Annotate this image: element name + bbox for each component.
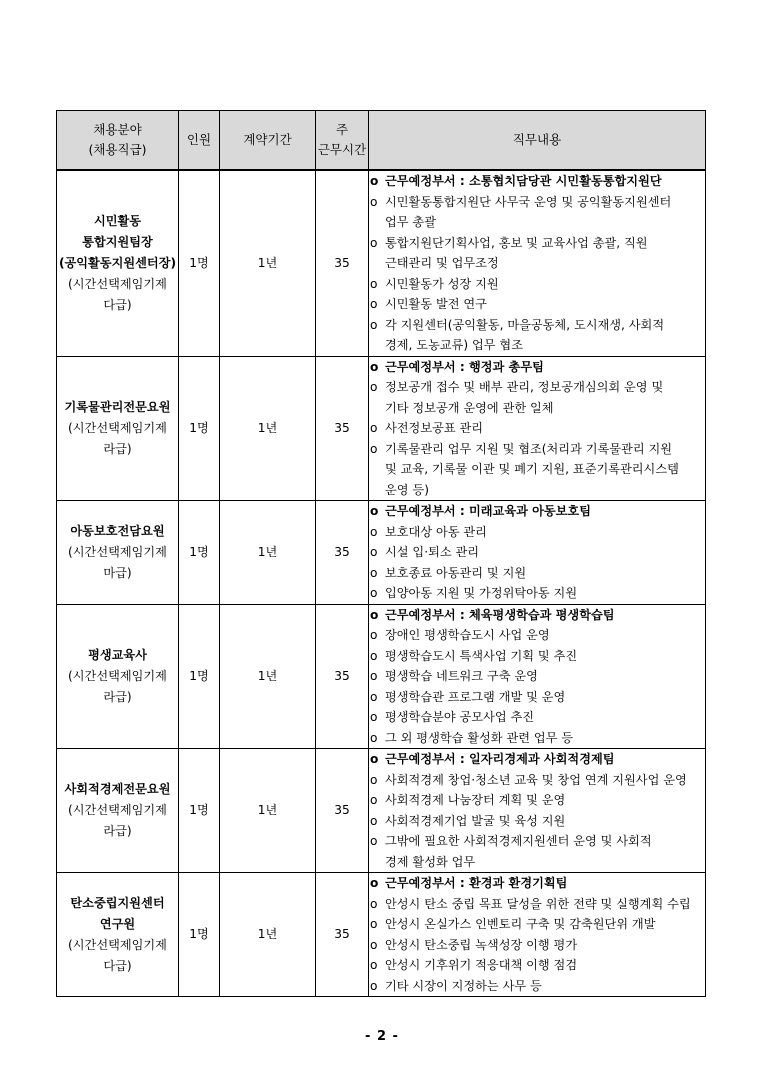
duty-item: [369, 811, 705, 832]
hours-cell: 35: [316, 356, 369, 501]
job-grade: (시간선택제임기제: [68, 276, 167, 291]
duty-item: [369, 439, 705, 501]
duties-cell: [369, 356, 706, 501]
page-number: - 2 -: [365, 1029, 399, 1044]
duty-item: [369, 707, 705, 728]
job-grade: (시간선택제임기제: [68, 544, 167, 559]
duty-item: [369, 770, 705, 791]
job-grade: 라급): [103, 824, 132, 838]
job-title: 사회적경제전문요원: [64, 782, 171, 796]
hours-cell: 35: [316, 873, 369, 997]
duty-text: 경제, 도농교류) 업무 협조: [385, 338, 523, 352]
duty-item: [369, 790, 705, 811]
duty-text: o 통합지원단기획사업, 홍보 및 교육사업 총괄, 직원: [385, 235, 648, 250]
job-title: (공익활동지원센터장): [58, 255, 177, 270]
duty-text: o 시민활동통합지원단 사무국 운영 및 공익활동지원센터: [385, 194, 672, 209]
duty-item: [369, 522, 705, 543]
duty-text: o 시민활동 발전 연구: [385, 297, 487, 311]
duty-text: o 안성시 온실가스 인벤토리 구축 및 감축원단위 개발: [385, 917, 656, 931]
job-grade: 다급): [103, 297, 132, 312]
job-title: 평생교육사: [88, 647, 147, 662]
period-cell: 1년: [220, 170, 316, 356]
field-cell: [57, 501, 179, 605]
field-cell: [57, 170, 179, 356]
header-field: [57, 111, 179, 171]
duty-text: o 그밖에 필요한 사회적경제지원센터 운영 및 사회적: [385, 834, 652, 848]
duty-item: [369, 274, 705, 295]
duty-text: o 사회적경제 나눔장터 계획 및 운영: [385, 793, 566, 807]
duty-text: 및 교육, 기록물 이관 및 폐기 지원, 표준기록관리시스템: [385, 462, 679, 476]
duty-text: o 보호종료 아동관리 및 지원: [385, 565, 527, 580]
duty-item: [369, 831, 705, 872]
duty-text: 운영 등): [385, 482, 429, 497]
hours-cell: 35: [316, 749, 369, 873]
duties-cell: [369, 604, 706, 749]
period-cell: 1년: [220, 356, 316, 501]
job-grade: (시간선택제임기제: [68, 937, 167, 952]
duties-cell: [369, 170, 706, 356]
header-hours-line: 주: [335, 122, 349, 137]
duty-item: [369, 377, 705, 418]
job-grade: (시간선택제임기제: [68, 420, 167, 435]
field-cell: [57, 604, 179, 749]
header-count: 인원: [179, 111, 220, 171]
duties-cell: [369, 873, 706, 997]
duty-text: o 시민활동가 성장 지원: [385, 276, 499, 291]
duty-text: o 평생학습도시 특색사업 기획 및 추진: [385, 648, 578, 663]
count-cell: 1명: [179, 749, 220, 873]
dept-line: o 근무예정부서 : 환경과 환경기획팀: [369, 873, 705, 894]
duty-text: o 평생학습 네트워크 구축 운영: [385, 669, 538, 683]
period-cell: 1년: [220, 873, 316, 997]
duty-text: o 입양아동 지원 및 가정위탁아동 지원: [385, 586, 578, 600]
duty-text: o 사전정보공표 관리: [385, 421, 484, 435]
job-grade: 라급): [103, 689, 132, 704]
job-title: 연구원: [99, 916, 136, 931]
duty-item: [369, 976, 705, 997]
hours-cell: 35: [316, 501, 369, 605]
count-cell: 1명: [179, 604, 220, 749]
duty-item: [369, 646, 705, 667]
field-cell: [57, 873, 179, 997]
duty-item: [369, 418, 705, 439]
duty-text: 경제 활성화 업무: [385, 854, 476, 869]
duty-text: o 장애인 평생학습도시 사업 운영: [385, 628, 550, 642]
job-grade: 라급): [103, 441, 132, 456]
job-title: 아동보호전담요원: [70, 523, 165, 538]
count-cell: 1명: [179, 501, 220, 605]
duty-text: o 평생학습관 프로그램 개발 및 운영: [385, 689, 566, 704]
job-rows: [57, 170, 706, 997]
duty-item: [369, 192, 705, 233]
duty-item: [369, 687, 705, 708]
hours-cell: 35: [316, 170, 369, 356]
duty-text: o 보호대상 아동 관리: [385, 524, 487, 539]
field-cell: [57, 356, 179, 501]
duty-text: o 시설 입·퇴소 관리: [385, 545, 480, 559]
duty-item: [369, 728, 705, 749]
duty-item: [369, 542, 705, 563]
duty-text: o 안성시 탄소 중립 목표 달성을 위한 전략 및 실행계획 수립: [385, 896, 691, 911]
duty-item: [369, 955, 705, 976]
header-row: [57, 111, 706, 171]
table-row: [57, 873, 706, 997]
duty-text: o 사회적경제기업 발굴 및 육성 지원: [385, 813, 566, 828]
header-field-line: (채용직급): [88, 142, 147, 157]
job-title: 탄소중립지원센터: [70, 895, 165, 910]
dept-line: o 근무예정부서 : 소통협치담당관 시민활동통합지원단: [369, 171, 705, 192]
duty-item: [369, 233, 705, 274]
duty-item: [369, 294, 705, 315]
period-cell: 1년: [220, 501, 316, 605]
duty-text: o 기록물관리 업무 지원 및 협조(처리과 기록물관리 지원: [385, 441, 673, 456]
job-table: [56, 110, 706, 997]
count-cell: 1명: [179, 356, 220, 501]
dept-line: o 근무예정부서 : 일자리경제과 사회적경제팀: [369, 749, 705, 770]
count-cell: 1명: [179, 170, 220, 356]
duty-text: o 사회적경제 창업·청소년 교육 및 창업 연계 지원사업 운영: [385, 772, 687, 787]
header-duties: 직무내용: [369, 111, 706, 171]
duty-item: [369, 315, 705, 356]
duties-cell: [369, 749, 706, 873]
period-cell: 1년: [220, 749, 316, 873]
duty-item: [369, 625, 705, 646]
job-grade: (시간선택제임기제: [68, 803, 167, 817]
table-row: [57, 604, 706, 749]
header-field-line: 채용분야: [93, 122, 142, 137]
table-row: [57, 501, 706, 605]
table-row: [57, 749, 706, 873]
dept-line: o 근무예정부서 : 체육평생학습과 평생학습팀: [369, 605, 705, 626]
period-cell: 1년: [220, 604, 316, 749]
duty-item: [369, 935, 705, 956]
duty-text: o 각 지원센터(공익활동, 마을공동체, 도시재생, 사회적: [385, 317, 665, 332]
header-hours-line: 근무시간: [317, 142, 367, 157]
duties-cell: [369, 501, 706, 605]
job-grade: 마급): [103, 565, 132, 580]
duty-text: 기타 정보공개 운영에 관한 일체: [385, 400, 554, 415]
header-period: 계약기간: [220, 111, 316, 171]
duty-item: [369, 894, 705, 915]
duty-text: o 기타 시장이 지정하는 사무 등: [385, 978, 542, 993]
duty-text: o 안성시 기후위기 적응대책 이행 점검: [385, 958, 578, 972]
duty-text: o 정보공개 접수 및 배부 관리, 정보공개심의회 운영 및: [385, 380, 664, 394]
job-title: 기록물관리전문요원: [64, 399, 171, 414]
field-cell: [57, 749, 179, 873]
count-cell: 1명: [179, 873, 220, 997]
duty-text: o 평생학습분야 공모사업 추진: [385, 710, 535, 724]
duty-text: 근태관리 및 업무조정: [385, 256, 499, 270]
duty-text: 업무 총괄: [385, 215, 436, 229]
hours-cell: 35: [316, 604, 369, 749]
job-title: 통합지원팀장: [82, 234, 153, 249]
duty-text: o 그 외 평생학습 활성화 관련 업무 등: [385, 730, 574, 745]
header-hours: [316, 111, 369, 171]
duty-item: [369, 666, 705, 687]
job-grade: 다급): [103, 958, 132, 973]
duty-item: [369, 583, 705, 604]
duty-item: [369, 563, 705, 584]
duty-text: o 안성시 탄소중립 녹색성장 이행 평가: [385, 937, 578, 952]
dept-line: o 근무예정부서 : 행정과 총무팀: [369, 357, 705, 378]
job-grade: (시간선택제임기제: [68, 668, 167, 683]
duty-item: [369, 914, 705, 935]
table-row: [57, 356, 706, 501]
job-title: 시민활동: [93, 213, 142, 228]
dept-line: o 근무예정부서 : 미래교육과 아동보호팀: [369, 501, 705, 522]
table-row: [57, 170, 706, 356]
